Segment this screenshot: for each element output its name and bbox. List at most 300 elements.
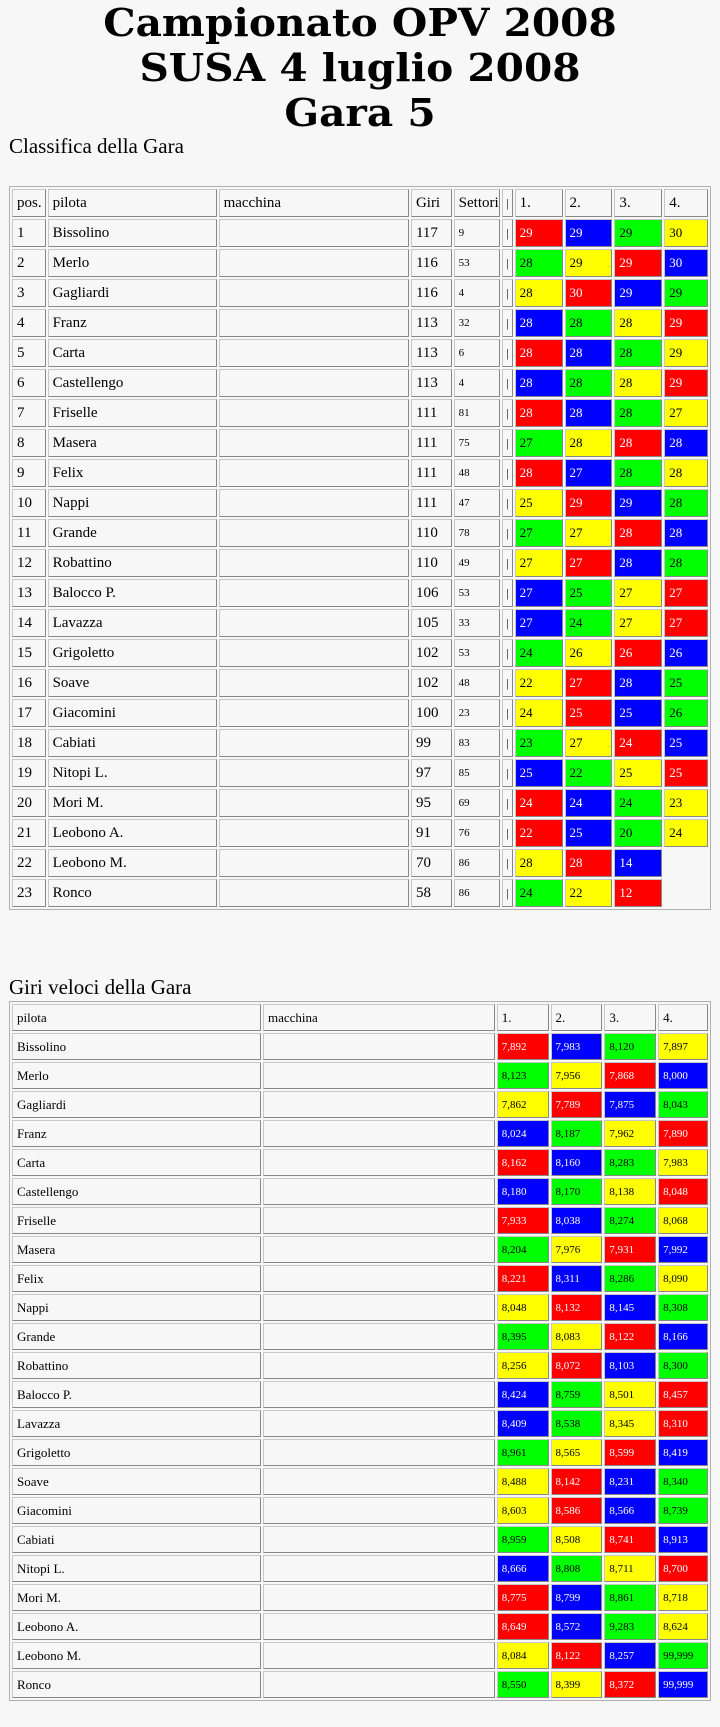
table-row bbox=[12, 1149, 708, 1176]
sectors-cell: 53 bbox=[454, 249, 501, 277]
fast-lap-cell: 8,310 bbox=[658, 1410, 708, 1437]
laps-count-cell: 111 bbox=[411, 429, 452, 457]
table-row bbox=[12, 609, 708, 637]
sectors-cell: 86 bbox=[454, 849, 501, 877]
column-header: Giri bbox=[411, 189, 452, 217]
position-cell: 14 bbox=[12, 609, 46, 637]
heat-laps-cell: 27 bbox=[565, 669, 613, 697]
sectors-cell: 69 bbox=[454, 789, 501, 817]
table-header-row bbox=[12, 189, 708, 217]
position-cell: 7 bbox=[12, 399, 46, 427]
heat-laps-cell: 28 bbox=[515, 279, 563, 307]
car-cell bbox=[219, 399, 409, 427]
table-row bbox=[12, 1091, 708, 1118]
car-cell bbox=[263, 1207, 495, 1234]
heat-laps-cell: 29 bbox=[515, 219, 563, 247]
table-row bbox=[12, 699, 708, 727]
heat-laps-cell: 28 bbox=[614, 519, 662, 547]
pilot-name-cell: Balocco P. bbox=[12, 1381, 261, 1408]
title-line-2: SUSA 4 luglio 2008 bbox=[139, 45, 581, 90]
column-header: 1. bbox=[515, 189, 563, 217]
heat-laps-cell: 22 bbox=[515, 819, 563, 847]
fast-lap-cell: 7,933 bbox=[497, 1207, 549, 1234]
laps-count-cell: 106 bbox=[411, 579, 452, 607]
pilot-name-cell: Lavazza bbox=[48, 609, 217, 637]
fast-lap-cell: 8,345 bbox=[604, 1410, 656, 1437]
sectors-cell: 23 bbox=[454, 699, 501, 727]
pilot-name-cell: Robattino bbox=[12, 1352, 261, 1379]
table-row bbox=[12, 1468, 708, 1495]
fast-lap-cell: 8,132 bbox=[551, 1294, 603, 1321]
heat-laps-cell: 28 bbox=[565, 849, 613, 877]
column-header: pos. bbox=[12, 189, 46, 217]
heat-laps-cell: 28 bbox=[515, 849, 563, 877]
table-row bbox=[12, 1497, 708, 1524]
separator-cell: | bbox=[502, 219, 512, 247]
car-cell bbox=[263, 1468, 495, 1495]
heat-laps-cell: 28 bbox=[565, 429, 613, 457]
position-cell: 19 bbox=[12, 759, 46, 787]
heat-laps-cell: 27 bbox=[614, 609, 662, 637]
fast-lap-cell: 8,072 bbox=[551, 1352, 603, 1379]
heat-laps-cell: 22 bbox=[565, 879, 613, 907]
pilot-name-cell: Giacomini bbox=[12, 1497, 261, 1524]
separator-cell: | bbox=[502, 879, 512, 907]
pilot-name-cell: Franz bbox=[12, 1120, 261, 1147]
car-cell bbox=[263, 1555, 495, 1582]
page-title bbox=[0, 0, 720, 135]
separator-cell: | bbox=[502, 609, 512, 637]
table-row bbox=[12, 1033, 708, 1060]
pilot-name-cell: Mori M. bbox=[12, 1584, 261, 1611]
heat-laps-cell: 28 bbox=[614, 309, 662, 337]
fast-lap-cell: 8,043 bbox=[658, 1091, 708, 1118]
table-row bbox=[12, 489, 708, 517]
table-row bbox=[12, 1178, 708, 1205]
sectors-cell: 86 bbox=[454, 879, 501, 907]
car-cell bbox=[263, 1323, 495, 1350]
position-cell: 11 bbox=[12, 519, 46, 547]
pilot-name-cell: Nappi bbox=[48, 489, 217, 517]
heat-laps-cell: 28 bbox=[565, 369, 613, 397]
heat-laps-cell: 28 bbox=[515, 309, 563, 337]
pilot-name-cell: Castellengo bbox=[48, 369, 217, 397]
fast-lap-cell: 8,286 bbox=[604, 1265, 656, 1292]
separator-cell: | bbox=[502, 489, 512, 517]
fast-lap-cell: 8,603 bbox=[497, 1497, 549, 1524]
separator-cell: | bbox=[502, 759, 512, 787]
fast-lap-cell: 7,983 bbox=[551, 1033, 603, 1060]
heat-laps-cell: 28 bbox=[565, 399, 613, 427]
fast-lap-cell: 8,775 bbox=[497, 1584, 549, 1611]
laps-count-cell: 116 bbox=[411, 249, 452, 277]
laps-count-cell: 91 bbox=[411, 819, 452, 847]
fast-lap-cell: 8,586 bbox=[551, 1497, 603, 1524]
position-cell: 4 bbox=[12, 309, 46, 337]
laps-count-cell: 102 bbox=[411, 639, 452, 667]
sectors-cell: 83 bbox=[454, 729, 501, 757]
fast-lap-cell: 7,956 bbox=[551, 1062, 603, 1089]
sectors-cell: 4 bbox=[454, 279, 501, 307]
heat-laps-cell: 25 bbox=[664, 759, 708, 787]
heat-laps-cell: 25 bbox=[614, 699, 662, 727]
heat-laps-cell: 28 bbox=[565, 309, 613, 337]
fast-lap-cell: 8,024 bbox=[497, 1120, 549, 1147]
laps-count-cell: 99 bbox=[411, 729, 452, 757]
column-header: macchina bbox=[219, 189, 409, 217]
sectors-cell: 32 bbox=[454, 309, 501, 337]
car-cell bbox=[263, 1033, 495, 1060]
car-cell bbox=[219, 429, 409, 457]
fast-lap-cell: 8,501 bbox=[604, 1381, 656, 1408]
heat-laps-cell: 29 bbox=[664, 369, 708, 397]
heat-laps-cell: 29 bbox=[664, 309, 708, 337]
table-row bbox=[12, 819, 708, 847]
fast-lap-cell: 7,890 bbox=[658, 1120, 708, 1147]
fast-lap-cell: 8,068 bbox=[658, 1207, 708, 1234]
column-header: 4. bbox=[658, 1004, 708, 1031]
pilot-name-cell: Masera bbox=[12, 1236, 261, 1263]
car-cell bbox=[219, 669, 409, 697]
fast-lap-cell: 8,508 bbox=[551, 1526, 603, 1553]
heat-laps-cell: 24 bbox=[515, 879, 563, 907]
car-cell bbox=[219, 879, 409, 907]
fast-lap-cell: 8,300 bbox=[658, 1352, 708, 1379]
position-cell: 18 bbox=[12, 729, 46, 757]
heat-laps-cell: 29 bbox=[565, 219, 613, 247]
table-row bbox=[12, 1526, 708, 1553]
laps-count-cell: 110 bbox=[411, 549, 452, 577]
position-cell: 2 bbox=[12, 249, 46, 277]
heat-laps-cell: 29 bbox=[565, 249, 613, 277]
pilot-name-cell: Bissolino bbox=[48, 219, 217, 247]
column-header: pilota bbox=[48, 189, 217, 217]
heat-laps-cell: 27 bbox=[664, 399, 708, 427]
pilot-name-cell: Carta bbox=[12, 1149, 261, 1176]
table-row bbox=[12, 1410, 708, 1437]
giri-veloci-heading: Giri veloci della Gara bbox=[9, 975, 192, 999]
table-row bbox=[12, 309, 708, 337]
fast-lap-cell: 7,931 bbox=[604, 1236, 656, 1263]
heat-laps-cell: 27 bbox=[565, 519, 613, 547]
separator-cell: | bbox=[502, 579, 512, 607]
table-row bbox=[12, 1120, 708, 1147]
fast-lap-cell: 8,138 bbox=[604, 1178, 656, 1205]
table-row bbox=[12, 399, 708, 427]
heat-laps-cell: 27 bbox=[515, 549, 563, 577]
fast-lap-cell: 8,718 bbox=[658, 1584, 708, 1611]
sectors-cell: 9 bbox=[454, 219, 501, 247]
laps-count-cell: 111 bbox=[411, 399, 452, 427]
heat-laps-cell: 28 bbox=[664, 429, 708, 457]
table-row bbox=[12, 1207, 708, 1234]
fast-lap-cell: 8,599 bbox=[604, 1439, 656, 1466]
heat-laps-cell: 25 bbox=[664, 729, 708, 757]
heat-laps-cell: 28 bbox=[664, 519, 708, 547]
heat-laps-cell: 26 bbox=[664, 639, 708, 667]
pilot-name-cell: Merlo bbox=[48, 249, 217, 277]
car-cell bbox=[219, 369, 409, 397]
heat-laps-cell: 24 bbox=[515, 789, 563, 817]
table-row bbox=[12, 849, 708, 877]
heat-laps-cell: 25 bbox=[515, 759, 563, 787]
pilot-name-cell: Cabiati bbox=[12, 1526, 261, 1553]
fast-lap-cell: 8,257 bbox=[604, 1642, 656, 1669]
heat-laps-cell: 24 bbox=[515, 699, 563, 727]
separator-cell: | bbox=[502, 429, 512, 457]
fast-lap-cell: 8,000 bbox=[658, 1062, 708, 1089]
pilot-name-cell: Grande bbox=[48, 519, 217, 547]
heat-laps-cell: 25 bbox=[565, 819, 613, 847]
heat-laps-cell: 28 bbox=[515, 369, 563, 397]
table-header-row bbox=[12, 1004, 708, 1031]
car-cell bbox=[263, 1178, 495, 1205]
laps-count-cell: 110 bbox=[411, 519, 452, 547]
position-cell: 3 bbox=[12, 279, 46, 307]
pilot-name-cell: Merlo bbox=[12, 1062, 261, 1089]
fast-lap-cell: 7,875 bbox=[604, 1091, 656, 1118]
heat-laps-cell: 23 bbox=[664, 789, 708, 817]
fast-lap-cell: 8,308 bbox=[658, 1294, 708, 1321]
fast-lap-cell: 8,711 bbox=[604, 1555, 656, 1582]
pilot-name-cell: Friselle bbox=[12, 1207, 261, 1234]
column-header: Settori bbox=[454, 189, 501, 217]
table-row bbox=[12, 879, 708, 907]
laps-count-cell: 113 bbox=[411, 339, 452, 367]
table-row bbox=[12, 1062, 708, 1089]
fast-lap-cell: 99,999 bbox=[658, 1642, 708, 1669]
classifica-heading: Classifica della Gara bbox=[9, 134, 184, 158]
position-cell: 8 bbox=[12, 429, 46, 457]
pilot-name-cell: Nappi bbox=[12, 1294, 261, 1321]
laps-count-cell: 113 bbox=[411, 309, 452, 337]
separator-cell: | bbox=[502, 279, 512, 307]
laps-count-cell: 97 bbox=[411, 759, 452, 787]
car-cell bbox=[263, 1671, 495, 1698]
position-cell: 23 bbox=[12, 879, 46, 907]
car-cell bbox=[219, 759, 409, 787]
fast-lap-cell: 7,962 bbox=[604, 1120, 656, 1147]
heat-laps-cell: 12 bbox=[614, 879, 662, 907]
car-cell bbox=[263, 1642, 495, 1669]
sectors-cell: 81 bbox=[454, 399, 501, 427]
separator-cell: | bbox=[502, 249, 512, 277]
heat-laps-cell: 27 bbox=[565, 729, 613, 757]
table-row bbox=[12, 1381, 708, 1408]
fast-lap-cell: 8,741 bbox=[604, 1526, 656, 1553]
heat-laps-cell: 20 bbox=[614, 819, 662, 847]
heat-laps-cell: 25 bbox=[614, 759, 662, 787]
column-header: 4. bbox=[664, 189, 708, 217]
fast-lap-cell: 8,457 bbox=[658, 1381, 708, 1408]
pilot-name-cell: Felix bbox=[12, 1265, 261, 1292]
car-cell bbox=[219, 549, 409, 577]
heat-laps-cell: 30 bbox=[664, 249, 708, 277]
heat-laps-cell: 29 bbox=[614, 219, 662, 247]
heat-laps-cell: 25 bbox=[565, 699, 613, 727]
position-cell: 5 bbox=[12, 339, 46, 367]
heat-laps-cell: 26 bbox=[565, 639, 613, 667]
heat-laps-cell: 29 bbox=[614, 249, 662, 277]
heat-laps-cell: 28 bbox=[614, 339, 662, 367]
heat-laps-cell: 22 bbox=[565, 759, 613, 787]
separator-cell: | bbox=[502, 549, 512, 577]
fast-lap-cell: 8,913 bbox=[658, 1526, 708, 1553]
pilot-name-cell: Mori M. bbox=[48, 789, 217, 817]
table-row bbox=[12, 459, 708, 487]
heat-laps-cell: 26 bbox=[614, 639, 662, 667]
position-cell: 9 bbox=[12, 459, 46, 487]
sectors-cell: 53 bbox=[454, 639, 501, 667]
table-row bbox=[12, 1671, 708, 1698]
fast-lap-cell: 8,649 bbox=[497, 1613, 549, 1640]
fast-lap-cell: 8,808 bbox=[551, 1555, 603, 1582]
fast-lap-cell: 9,283 bbox=[604, 1613, 656, 1640]
table-row bbox=[12, 279, 708, 307]
table-row bbox=[12, 1584, 708, 1611]
car-cell bbox=[219, 609, 409, 637]
pilot-name-cell: Grande bbox=[12, 1323, 261, 1350]
fast-lap-cell: 7,897 bbox=[658, 1033, 708, 1060]
title-line-1: Campionato OPV 2008 bbox=[103, 0, 617, 45]
heat-laps-cell: 27 bbox=[664, 579, 708, 607]
sectors-cell: 49 bbox=[454, 549, 501, 577]
heat-laps-cell: 24 bbox=[565, 789, 613, 817]
sectors-cell: 53 bbox=[454, 579, 501, 607]
car-cell bbox=[219, 459, 409, 487]
position-cell: 17 bbox=[12, 699, 46, 727]
car-cell bbox=[263, 1236, 495, 1263]
title-line-3: Gara 5 bbox=[284, 90, 436, 135]
heat-laps-cell: 28 bbox=[515, 249, 563, 277]
separator-cell: | bbox=[502, 849, 512, 877]
fast-lap-cell: 8,861 bbox=[604, 1584, 656, 1611]
fast-lap-cell: 7,976 bbox=[551, 1236, 603, 1263]
table-row bbox=[12, 1555, 708, 1582]
heat-laps-cell: 30 bbox=[565, 279, 613, 307]
pilot-name-cell: Castellengo bbox=[12, 1178, 261, 1205]
heat-laps-cell: 28 bbox=[515, 399, 563, 427]
fast-lap-cell: 8,256 bbox=[497, 1352, 549, 1379]
column-header: 2. bbox=[565, 189, 613, 217]
laps-count-cell: 95 bbox=[411, 789, 452, 817]
car-cell bbox=[219, 339, 409, 367]
fast-lap-cell: 7,789 bbox=[551, 1091, 603, 1118]
heat-laps-cell: 24 bbox=[614, 729, 662, 757]
fast-lap-cell: 8,624 bbox=[658, 1613, 708, 1640]
heat-laps-cell: 23 bbox=[515, 729, 563, 757]
heat-laps-cell: 28 bbox=[614, 669, 662, 697]
column-header: | bbox=[502, 189, 512, 217]
fast-lap-cell: 8,566 bbox=[604, 1497, 656, 1524]
pilot-name-cell: Nitopi L. bbox=[12, 1555, 261, 1582]
heat-laps-cell: 14 bbox=[614, 849, 662, 877]
position-cell: 1 bbox=[12, 219, 46, 247]
laps-count-cell: 102 bbox=[411, 669, 452, 697]
fast-lap-cell: 8,572 bbox=[551, 1613, 603, 1640]
pilot-name-cell: Soave bbox=[12, 1468, 261, 1495]
car-cell bbox=[219, 279, 409, 307]
pilot-name-cell: Masera bbox=[48, 429, 217, 457]
fast-lap-cell: 8,372 bbox=[604, 1671, 656, 1698]
car-cell bbox=[263, 1584, 495, 1611]
sectors-cell: 75 bbox=[454, 429, 501, 457]
pilot-name-cell: Bissolino bbox=[12, 1033, 261, 1060]
fast-lap-cell: 8,166 bbox=[658, 1323, 708, 1350]
giri-veloci-table bbox=[9, 1001, 711, 1701]
heat-laps-cell: 25 bbox=[515, 489, 563, 517]
empty-cell bbox=[664, 879, 708, 907]
fast-lap-cell: 8,488 bbox=[497, 1468, 549, 1495]
position-cell: 13 bbox=[12, 579, 46, 607]
heat-laps-cell: 29 bbox=[664, 339, 708, 367]
pilot-name-cell: Leobono A. bbox=[12, 1613, 261, 1640]
column-header: 1. bbox=[497, 1004, 549, 1031]
pilot-name-cell: Grigoletto bbox=[48, 639, 217, 667]
car-cell bbox=[263, 1265, 495, 1292]
sectors-cell: 48 bbox=[454, 459, 501, 487]
separator-cell: | bbox=[502, 339, 512, 367]
fast-lap-cell: 7,983 bbox=[658, 1149, 708, 1176]
car-cell bbox=[219, 699, 409, 727]
heat-laps-cell: 27 bbox=[565, 549, 613, 577]
fast-lap-cell: 8,122 bbox=[551, 1642, 603, 1669]
fast-lap-cell: 8,340 bbox=[658, 1468, 708, 1495]
fast-lap-cell: 8,283 bbox=[604, 1149, 656, 1176]
heat-laps-cell: 28 bbox=[515, 339, 563, 367]
fast-lap-cell: 8,170 bbox=[551, 1178, 603, 1205]
table-row bbox=[12, 1265, 708, 1292]
fast-lap-cell: 8,419 bbox=[658, 1439, 708, 1466]
car-cell bbox=[263, 1613, 495, 1640]
pilot-name-cell: Giacomini bbox=[48, 699, 217, 727]
sectors-cell: 6 bbox=[454, 339, 501, 367]
fast-lap-cell: 8,274 bbox=[604, 1207, 656, 1234]
heat-laps-cell: 27 bbox=[565, 459, 613, 487]
car-cell bbox=[219, 639, 409, 667]
table-row bbox=[12, 789, 708, 817]
sectors-cell: 47 bbox=[454, 489, 501, 517]
table-row bbox=[12, 339, 708, 367]
sectors-cell: 85 bbox=[454, 759, 501, 787]
sectors-cell: 76 bbox=[454, 819, 501, 847]
table-row bbox=[12, 1352, 708, 1379]
separator-cell: | bbox=[502, 399, 512, 427]
car-cell bbox=[263, 1149, 495, 1176]
heat-laps-cell: 29 bbox=[614, 279, 662, 307]
column-header: 3. bbox=[604, 1004, 656, 1031]
fast-lap-cell: 8,038 bbox=[551, 1207, 603, 1234]
separator-cell: | bbox=[502, 669, 512, 697]
table-row bbox=[12, 579, 708, 607]
fast-lap-cell: 7,868 bbox=[604, 1062, 656, 1089]
pilot-name-cell: Soave bbox=[48, 669, 217, 697]
car-cell bbox=[219, 729, 409, 757]
heat-laps-cell: 27 bbox=[515, 429, 563, 457]
pilot-name-cell: Carta bbox=[48, 339, 217, 367]
fast-lap-cell: 8,048 bbox=[658, 1178, 708, 1205]
pilot-name-cell: Ronco bbox=[12, 1671, 261, 1698]
table-row bbox=[12, 1323, 708, 1350]
heat-laps-cell: 30 bbox=[664, 219, 708, 247]
table-row bbox=[12, 759, 708, 787]
car-cell bbox=[263, 1062, 495, 1089]
fast-lap-cell: 8,048 bbox=[497, 1294, 549, 1321]
laps-count-cell: 111 bbox=[411, 459, 452, 487]
fast-lap-cell: 8,090 bbox=[658, 1265, 708, 1292]
position-cell: 21 bbox=[12, 819, 46, 847]
pilot-name-cell: Nitopi L. bbox=[48, 759, 217, 787]
